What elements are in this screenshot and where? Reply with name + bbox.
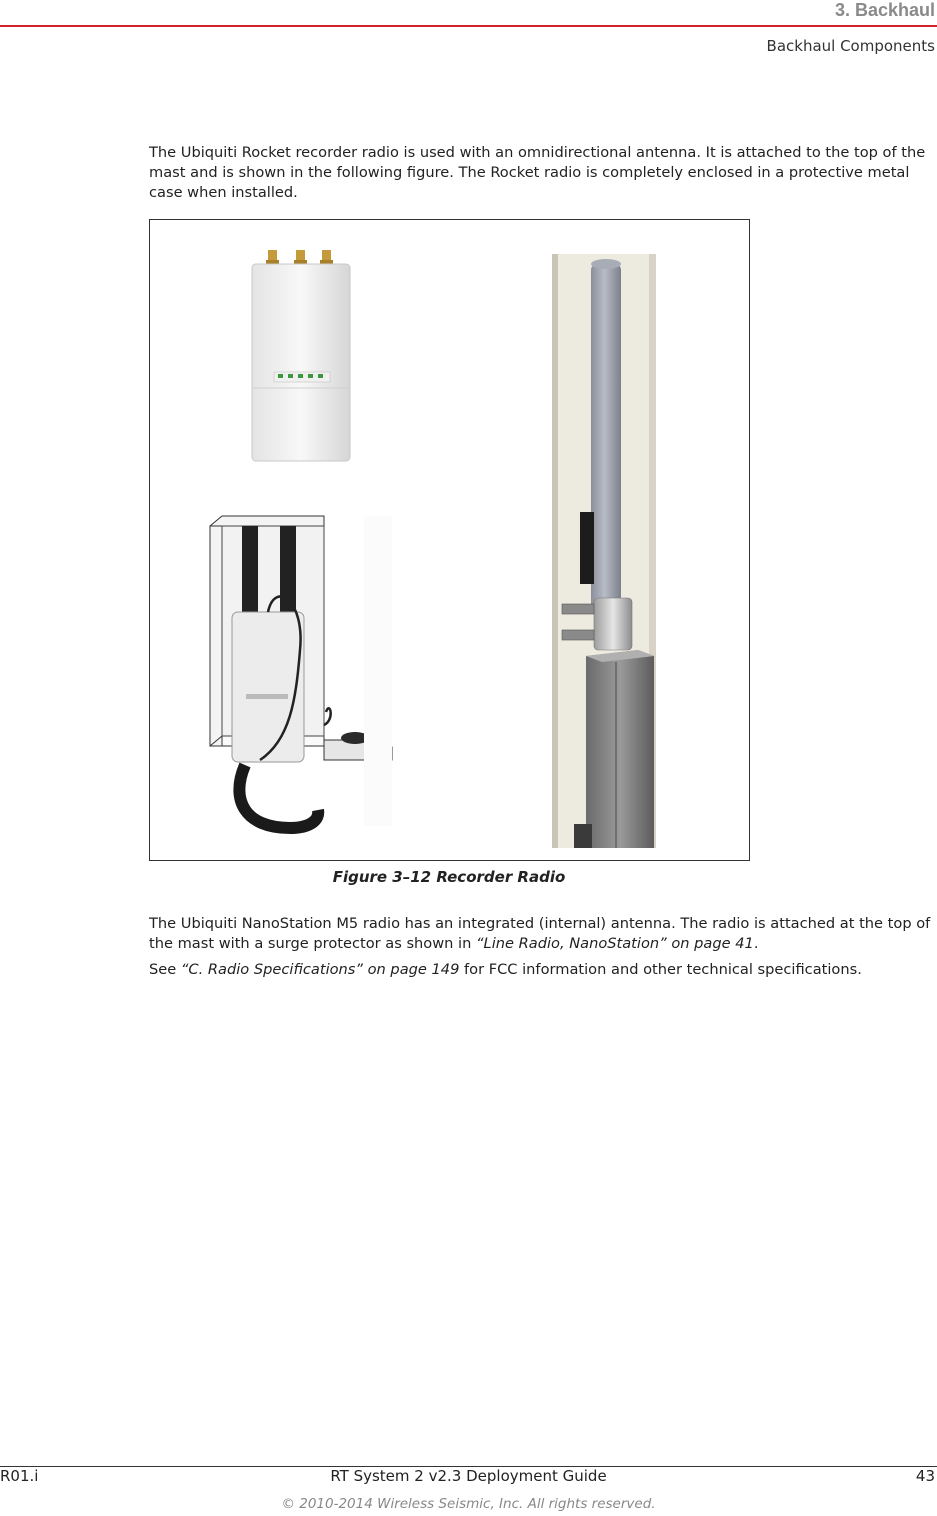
nanostation-text: The Ubiquiti NanoStation M5 radio has an integrated (internal) antenna. The radio is attached at the top of the mast with a surge protector as shown in bbox=[149, 915, 931, 952]
revision-label: R01.i bbox=[0, 1467, 39, 1485]
rocket-radio-image bbox=[252, 250, 350, 461]
nanostation-paragraph bbox=[149, 914, 937, 954]
intro-paragraph: The Ubiquiti Rocket recorder radio is used with an omnidirectional antenna. It is attached to the top of the mast and is shown in the following figure. The Rocket radio is completely enclosed in a protective metal case when installed. bbox=[149, 144, 926, 201]
antenna-mast-image bbox=[552, 254, 656, 848]
recorder-radio-figure bbox=[149, 219, 750, 861]
document-title: RT System 2 v2.3 Deployment Guide bbox=[330, 1467, 607, 1485]
enclosed-radio-image bbox=[210, 516, 392, 828]
line-radio-link[interactable]: “Line Radio, NanoStation” on page 41 bbox=[476, 935, 754, 952]
specs-paragraph bbox=[149, 960, 937, 980]
section-title: Backhaul Components bbox=[766, 37, 935, 55]
specs-start: See bbox=[149, 961, 181, 978]
radio-specifications-link[interactable]: “C. Radio Specifications” on page 149 bbox=[180, 961, 460, 978]
page-number: 43 bbox=[915, 1467, 935, 1485]
specs-end: for FCC information and other technical specifications. bbox=[459, 961, 862, 978]
copyright-notice: © 2010-2014 Wireless Seismic, Inc. All rights reserved. bbox=[281, 1496, 656, 1512]
figure-caption: Figure 3–12 Recorder Radio bbox=[332, 868, 566, 886]
chapter-title: 3. Backhaul bbox=[834, 0, 935, 20]
nanostation-end: . bbox=[753, 935, 759, 952]
header-rule bbox=[0, 25, 937, 27]
